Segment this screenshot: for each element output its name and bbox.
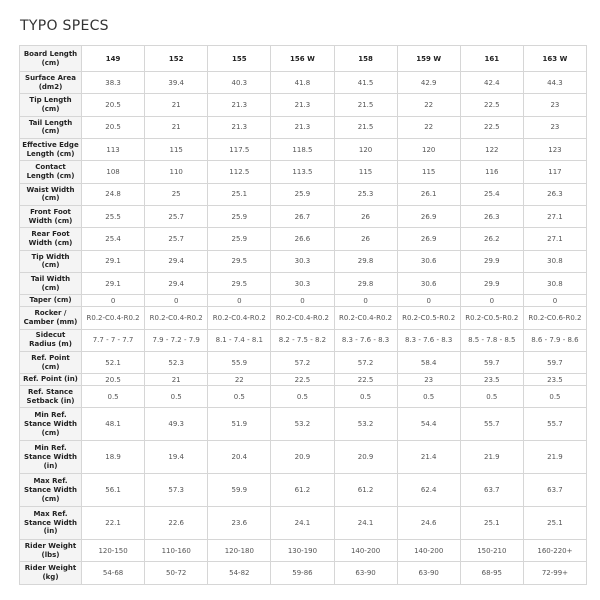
table-row	[20, 273, 587, 295]
table-cell: 24.6	[397, 507, 460, 540]
row-label: Rider Weight (lbs)	[20, 540, 82, 562]
table-cell: 0	[460, 295, 523, 307]
table-cell: 21.3	[271, 94, 334, 116]
table-cell: R0.2-C0.4-R0.2	[145, 307, 208, 329]
table-cell: 116	[460, 161, 523, 183]
row-label: Rider Weight (kg)	[20, 562, 82, 585]
table-cell: R0.2-C0.6-R0.2	[523, 307, 586, 329]
table-cell: 8.2 - 7.5 - 8.2	[271, 329, 334, 351]
table-cell: 42.9	[397, 72, 460, 94]
table-cell: 26.7	[271, 206, 334, 228]
table-cell: 21.5	[334, 116, 397, 138]
table-cell: 25.5	[82, 206, 145, 228]
table-row	[20, 507, 587, 540]
table-cell: 130-190	[271, 540, 334, 562]
table-cell: R0.2-C0.4-R0.2	[334, 307, 397, 329]
table-cell: 68-95	[460, 562, 523, 585]
table-cell: 58.4	[397, 351, 460, 373]
table-cell: 27.1	[523, 228, 586, 250]
table-cell: 27.1	[523, 206, 586, 228]
table-cell: 63.7	[523, 474, 586, 507]
table-cell: 42.4	[460, 72, 523, 94]
table-cell: 41.5	[334, 72, 397, 94]
table-row	[20, 72, 587, 94]
table-cell: 0.5	[460, 386, 523, 408]
table-cell: 26.6	[271, 228, 334, 250]
table-cell: 25.3	[334, 183, 397, 205]
table-cell: 0	[208, 295, 271, 307]
table-cell: 24.1	[334, 507, 397, 540]
table-cell: 113	[82, 139, 145, 161]
row-label: Rear Foot Width (cm)	[20, 228, 82, 250]
table-cell: 21.4	[397, 441, 460, 474]
table-row	[20, 94, 587, 116]
table-cell: 22.6	[145, 507, 208, 540]
table-cell: 72-99+	[523, 562, 586, 585]
table-cell: 25.7	[145, 206, 208, 228]
table-cell: 25.1	[460, 507, 523, 540]
row-label: Sidecut Radius (m)	[20, 329, 82, 351]
row-label: Max Ref. Stance Width (cm)	[20, 474, 82, 507]
table-cell: 26	[334, 206, 397, 228]
table-cell: 20.4	[208, 441, 271, 474]
table-cell: 160-220+	[523, 540, 586, 562]
table-cell: 25.9	[208, 228, 271, 250]
table-cell: 0	[334, 295, 397, 307]
table-cell: 21.9	[460, 441, 523, 474]
table-cell: 56.1	[82, 474, 145, 507]
table-cell: 23.5	[460, 374, 523, 386]
table-cell: R0.2-C0.4-R0.2	[271, 307, 334, 329]
table-cell: 29.4	[145, 273, 208, 295]
table-cell: 18.9	[82, 441, 145, 474]
table-cell: 30.8	[523, 250, 586, 272]
table-cell: 8.1 - 7.4 - 8.1	[208, 329, 271, 351]
row-label: Rocker / Camber (mm)	[20, 307, 82, 329]
table-cell: 39.4	[145, 72, 208, 94]
row-label: Waist Width (cm)	[20, 183, 82, 205]
table-cell: 29.5	[208, 273, 271, 295]
table-cell: 21	[145, 374, 208, 386]
table-cell: 55.7	[460, 408, 523, 441]
table-cell: R0.2-C0.4-R0.2	[82, 307, 145, 329]
row-label: Min Ref. Stance Width (in)	[20, 441, 82, 474]
column-header: 152	[145, 46, 208, 72]
table-cell: 62.4	[397, 474, 460, 507]
row-label: Contact Length (cm)	[20, 161, 82, 183]
table-cell: 40.3	[208, 72, 271, 94]
table-cell: 8.6 - 7.9 - 8.6	[523, 329, 586, 351]
table-cell: 22.5	[271, 374, 334, 386]
table-cell: 23	[523, 116, 586, 138]
row-label: Min Ref. Stance Width (cm)	[20, 408, 82, 441]
table-row	[20, 116, 587, 138]
table-cell: 118.5	[271, 139, 334, 161]
table-cell: 25.1	[523, 507, 586, 540]
table-cell: 44.3	[523, 72, 586, 94]
table-cell: 25.7	[145, 228, 208, 250]
table-cell: 20.5	[82, 374, 145, 386]
table-cell: 0.5	[523, 386, 586, 408]
row-label: Ref. Point (cm)	[20, 351, 82, 373]
table-row	[20, 329, 587, 351]
table-cell: 0.5	[334, 386, 397, 408]
table-row	[20, 441, 587, 474]
column-header: 158	[334, 46, 397, 72]
table-cell: 29.9	[460, 250, 523, 272]
table-cell: 0	[145, 295, 208, 307]
table-cell: 59-86	[271, 562, 334, 585]
table-cell: 8.3 - 7.6 - 8.3	[397, 329, 460, 351]
row-label: Ref. Stance Setback (in)	[20, 386, 82, 408]
row-label: Ref. Point (in)	[20, 374, 82, 386]
table-cell: 25.1	[208, 183, 271, 205]
table-cell: 57.2	[271, 351, 334, 373]
table-cell: 21.3	[208, 94, 271, 116]
table-cell: 61.2	[334, 474, 397, 507]
table-cell: 19.4	[145, 441, 208, 474]
table-cell: 21.3	[208, 116, 271, 138]
table-cell: 30.3	[271, 273, 334, 295]
table-cell: 29.1	[82, 250, 145, 272]
table-cell: 7.9 - 7.2 - 7.9	[145, 329, 208, 351]
row-label: Tail Length (cm)	[20, 116, 82, 138]
table-row	[20, 228, 587, 250]
table-cell: 20.5	[82, 94, 145, 116]
table-cell: 55.7	[523, 408, 586, 441]
table-cell: 59.7	[460, 351, 523, 373]
column-header: 161	[460, 46, 523, 72]
table-cell: 49.3	[145, 408, 208, 441]
table-cell: 53.2	[271, 408, 334, 441]
table-row	[20, 374, 587, 386]
row-label: Tip Width (cm)	[20, 250, 82, 272]
table-cell: 140-200	[334, 540, 397, 562]
table-cell: 21	[145, 116, 208, 138]
column-header: 149	[82, 46, 145, 72]
table-cell: 26.1	[397, 183, 460, 205]
table-cell: 63-90	[334, 562, 397, 585]
column-header: 156 W	[271, 46, 334, 72]
table-cell: 0	[271, 295, 334, 307]
table-cell: 123	[523, 139, 586, 161]
table-cell: 26.9	[397, 206, 460, 228]
table-cell: 0.5	[82, 386, 145, 408]
table-cell: 29.4	[145, 250, 208, 272]
table-row	[20, 183, 587, 205]
table-cell: 26.9	[397, 228, 460, 250]
table-cell: 22	[397, 116, 460, 138]
table-cell: R0.2-C0.5-R0.2	[460, 307, 523, 329]
table-cell: 23	[523, 94, 586, 116]
table-cell: 20.9	[271, 441, 334, 474]
table-cell: 21.5	[334, 94, 397, 116]
table-cell: 26.2	[460, 228, 523, 250]
table-cell: 150-210	[460, 540, 523, 562]
table-cell: 25.4	[82, 228, 145, 250]
table-cell: 29.8	[334, 273, 397, 295]
page-title: TYPO SPECS	[20, 18, 109, 34]
table-cell: 22.5	[460, 94, 523, 116]
table-cell: 23.6	[208, 507, 271, 540]
table-cell: R0.2-C0.4-R0.2	[208, 307, 271, 329]
table-cell: 30.6	[397, 273, 460, 295]
table-cell: 22	[397, 94, 460, 116]
table-cell: 53.2	[334, 408, 397, 441]
table-cell: 29.9	[460, 273, 523, 295]
table-cell: 55.9	[208, 351, 271, 373]
table-cell: 57.3	[145, 474, 208, 507]
table-cell: 115	[334, 161, 397, 183]
table-cell: 0	[82, 295, 145, 307]
table-cell: 25.9	[208, 206, 271, 228]
table-cell: 117	[523, 161, 586, 183]
table-cell: 23	[397, 374, 460, 386]
table-cell: 52.3	[145, 351, 208, 373]
table-cell: 24.8	[82, 183, 145, 205]
table-cell: 26.3	[460, 206, 523, 228]
table-cell: 48.1	[82, 408, 145, 441]
table-row	[20, 351, 587, 373]
table-row	[20, 562, 587, 585]
table-cell: 25	[145, 183, 208, 205]
table-cell: 110-160	[145, 540, 208, 562]
table-cell: 57.2	[334, 351, 397, 373]
row-label: Front Foot Width (cm)	[20, 206, 82, 228]
table-cell: 0.5	[145, 386, 208, 408]
table-cell: 120-180	[208, 540, 271, 562]
table-cell: 22.5	[334, 374, 397, 386]
table-cell: 41.8	[271, 72, 334, 94]
row-label: Max Ref. Stance Width (in)	[20, 507, 82, 540]
column-header: 155	[208, 46, 271, 72]
table-cell: 0.5	[271, 386, 334, 408]
table-cell: 54-68	[82, 562, 145, 585]
table-cell: 29.1	[82, 273, 145, 295]
table-cell: 22	[208, 374, 271, 386]
row-label: Effective Edge Length (cm)	[20, 139, 82, 161]
table-cell: 30.3	[271, 250, 334, 272]
table-row	[20, 408, 587, 441]
table-cell: 24.1	[271, 507, 334, 540]
table-cell: 7.7 - 7 - 7.7	[82, 329, 145, 351]
table-cell: 21.3	[271, 116, 334, 138]
header-row	[20, 46, 587, 72]
table-cell: 61.2	[271, 474, 334, 507]
table-row	[20, 307, 587, 329]
row-label: Surface Area (dm2)	[20, 72, 82, 94]
corner-header: Board Length (cm)	[20, 46, 82, 72]
row-label: Taper (cm)	[20, 295, 82, 307]
table-cell: 108	[82, 161, 145, 183]
table-cell: R0.2-C0.5-R0.2	[397, 307, 460, 329]
table-row	[20, 295, 587, 307]
table-cell: 63.7	[460, 474, 523, 507]
table-row	[20, 161, 587, 183]
table-cell: 52.1	[82, 351, 145, 373]
table-row	[20, 474, 587, 507]
table-cell: 51.9	[208, 408, 271, 441]
table-row	[20, 206, 587, 228]
table-cell: 113.5	[271, 161, 334, 183]
table-cell: 26	[334, 228, 397, 250]
table-cell: 120	[334, 139, 397, 161]
table-cell: 112.5	[208, 161, 271, 183]
row-label: Tip Length (cm)	[20, 94, 82, 116]
table-cell: 115	[145, 139, 208, 161]
table-cell: 21.9	[523, 441, 586, 474]
table-cell: 20.5	[82, 116, 145, 138]
table-cell: 0.5	[397, 386, 460, 408]
table-cell: 30.6	[397, 250, 460, 272]
table-row	[20, 139, 587, 161]
table-cell: 0	[397, 295, 460, 307]
table-cell: 20.9	[334, 441, 397, 474]
table-cell: 59.7	[523, 351, 586, 373]
table-row	[20, 540, 587, 562]
table-cell: 59.9	[208, 474, 271, 507]
table-cell: 30.8	[523, 273, 586, 295]
table-row	[20, 386, 587, 408]
table-cell: 22.5	[460, 116, 523, 138]
table-cell: 50-72	[145, 562, 208, 585]
table-cell: 8.3 - 7.6 - 8.3	[334, 329, 397, 351]
table-cell: 26.3	[523, 183, 586, 205]
table-cell: 54-82	[208, 562, 271, 585]
table-cell: 8.5 - 7.8 - 8.5	[460, 329, 523, 351]
table-cell: 122	[460, 139, 523, 161]
table-cell: 25.4	[460, 183, 523, 205]
table-cell: 29.8	[334, 250, 397, 272]
table-cell: 0.5	[208, 386, 271, 408]
column-header: 163 W	[523, 46, 586, 72]
table-cell: 22.1	[82, 507, 145, 540]
table-cell: 25.9	[271, 183, 334, 205]
table-cell: 117.5	[208, 139, 271, 161]
table-cell: 140-200	[397, 540, 460, 562]
table-cell: 110	[145, 161, 208, 183]
row-label: Tail Width (cm)	[20, 273, 82, 295]
table-cell: 63-90	[397, 562, 460, 585]
table-cell: 23.5	[523, 374, 586, 386]
table-cell: 54.4	[397, 408, 460, 441]
column-header: 159 W	[397, 46, 460, 72]
table-cell: 29.5	[208, 250, 271, 272]
table-cell: 21	[145, 94, 208, 116]
specs-table	[19, 45, 587, 585]
table-row	[20, 250, 587, 272]
table-cell: 120	[397, 139, 460, 161]
table-cell: 115	[397, 161, 460, 183]
table-cell: 0	[523, 295, 586, 307]
table-cell: 120-150	[82, 540, 145, 562]
table-cell: 38.3	[82, 72, 145, 94]
